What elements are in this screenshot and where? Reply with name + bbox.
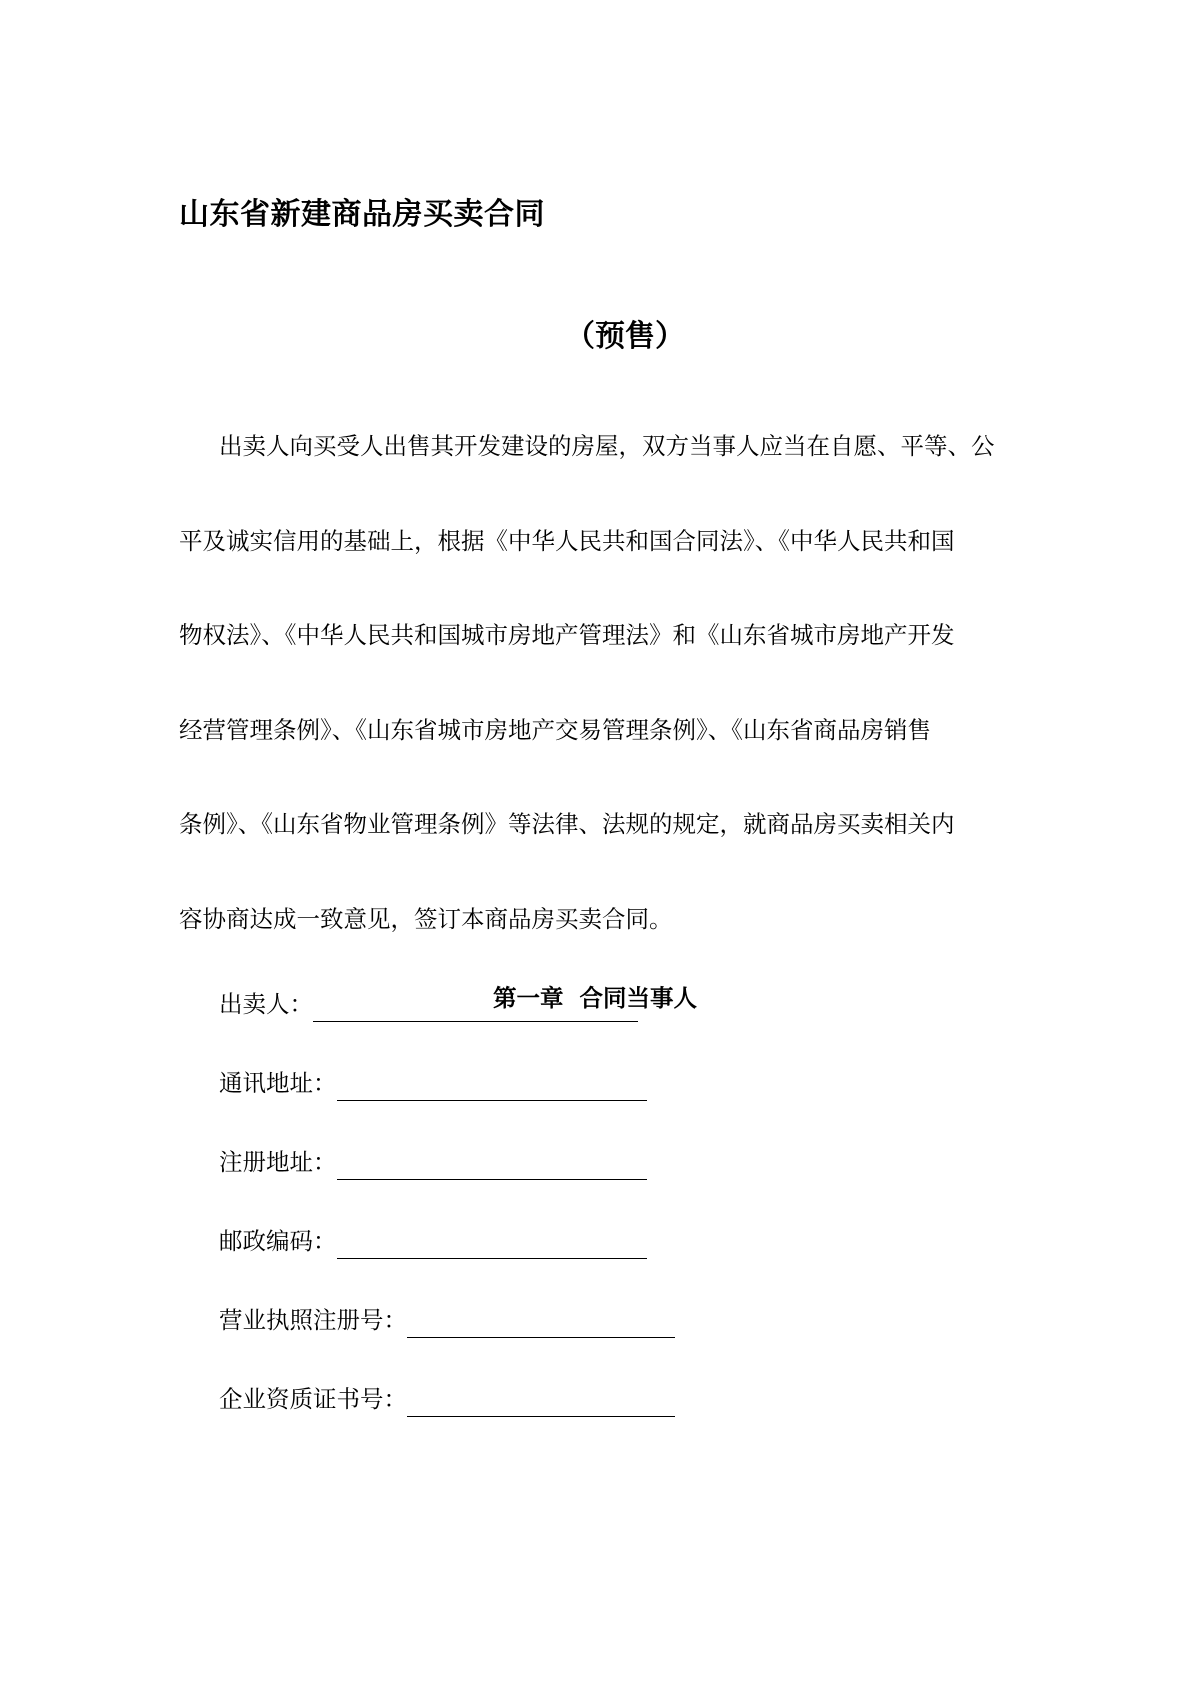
preamble-line: 出卖人向买受人出售其开发建设的房屋，双方当事人应当在自愿、平等、公 xyxy=(219,432,995,460)
field-label: 邮政编码： xyxy=(219,1227,337,1255)
document-title: 山东省新建商品房买卖合同 xyxy=(179,197,545,232)
preamble-line: 条例》、《山东省物业管理条例》等法律、法规的规定，就商品房买卖相关内 xyxy=(179,810,955,839)
chapter-number: 第一章 xyxy=(493,984,564,1012)
postal-code-input-line[interactable] xyxy=(337,1230,647,1259)
field-qualification-certificate-number xyxy=(219,1381,675,1417)
preamble-line: 容协商达成一致意见，签订本商品房买卖合同。 xyxy=(179,904,673,933)
mailing-address-input-line[interactable] xyxy=(337,1072,647,1101)
field-mailing-address xyxy=(219,1065,647,1101)
field-label: 出卖人： xyxy=(219,990,313,1018)
seller-input-line[interactable] xyxy=(313,993,638,1022)
registered-address-input-line[interactable] xyxy=(337,1151,647,1180)
chapter-title: 合同当事人 xyxy=(579,984,697,1012)
field-registered-address xyxy=(219,1144,647,1180)
business-license-input-line[interactable] xyxy=(407,1309,675,1338)
qualification-certificate-input-line[interactable] xyxy=(407,1388,675,1417)
preamble-line: 平及诚实信用的基础上，根据《中华人民共和国合同法》、《中华人民共和国 xyxy=(179,526,955,555)
field-business-license-number xyxy=(219,1302,675,1338)
document-subtitle: （预售） xyxy=(565,319,685,354)
field-label: 通讯地址： xyxy=(219,1069,337,1097)
field-seller xyxy=(219,986,638,1022)
preamble-line: 经营管理条例》、《山东省城市房地产交易管理条例》、《山东省商品房销售 xyxy=(179,715,931,744)
field-postal-code xyxy=(219,1223,647,1259)
preamble-line: 物权法》、《中华人民共和国城市房地产管理法》和《山东省城市房地产开发 xyxy=(179,621,955,650)
field-label: 注册地址： xyxy=(219,1148,337,1176)
field-label: 营业执照注册号： xyxy=(219,1306,407,1334)
preamble-paragraph xyxy=(179,429,1019,997)
field-label: 企业资质证书号： xyxy=(219,1385,407,1413)
